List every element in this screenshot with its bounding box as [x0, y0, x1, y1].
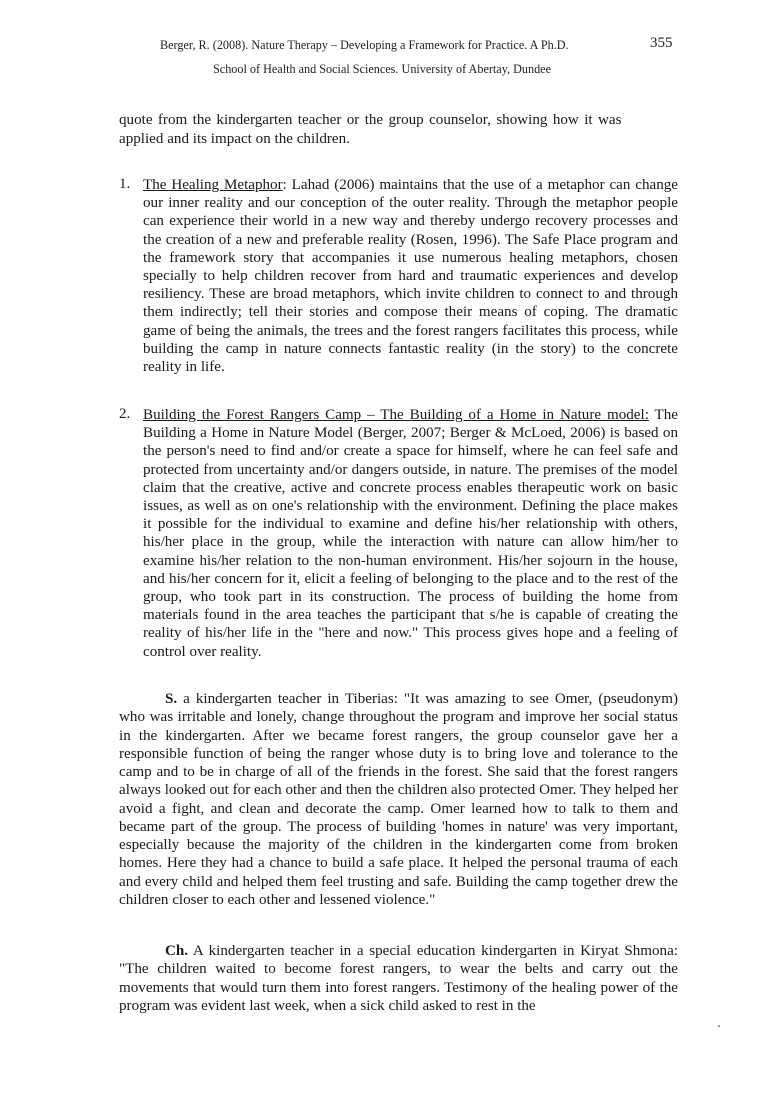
scan-speck: [718, 1025, 720, 1027]
item-number: 1.: [119, 176, 131, 192]
item-text: : Lahad (2006) maintains that the use of a metaphor can change our inner reality and our conception of the outer reality. Through the metaphor people can experience their world in a new way and thereby undergo recovery processes and the creation of a new and preferable reality (Rosen, 1996). The Safe Place program and the framework story that accompanies it use numerous healing metaphors, chosen specially to help children recover from hard and traumatic experiences and develop resiliency. These are broad metaphors, which invite children to connect to and through them indirectly; tell their stories and compose their means of coping. The dramatic game of being the animals, the trees and the forest rangers facilitates this process, while building the camp in nature connects fantastic reality (in the story) to the concrete reality in life.: [143, 177, 678, 376]
intro-line-1: quote from the kindergarten teacher or the group counselor, showing how it was: [119, 112, 622, 128]
quote-paragraph-ch: [119, 942, 678, 1015]
item-title: Building the Forest Rangers Camp – The Building of a Home in Nature model:: [143, 407, 649, 423]
quote-speaker: Ch.: [165, 943, 189, 959]
intro-line-2: applied and its impact on the children.: [119, 131, 350, 147]
item-body: [143, 406, 678, 661]
item-text: The Building a Home in Nature Model (Berger, 2007; Berger & McLoed, 2006) is based on the person's need to find and/or create a space for himself, where he can feel safe and protected from uncertainty and/or dangers outside, in nature. The premises of the model claim that the creative, active and concrete process enables therapeutic work on basic issues, as well as on one's relationship with the environment. Defining the place makes it possible for the individual to examine and define his/her relationship with others, his/her place in the group, while the interaction with nature can allow him/her to examine his/her relation to the non-human environment. His/her sojourn in the house, and his/her concern for it, elicit a feeling of belonging to the place and to the rest of the group, who took part in its construction. The process of building the home from materials found in the area teaches the participant that s/he is capable of creating the reality of his/her life in the "here and now." This process gives hope and a feeling of control over reality.: [143, 407, 678, 660]
item-body: [143, 176, 678, 376]
quote-speaker: S.: [165, 691, 178, 707]
item-title: The Healing Metaphor: [143, 177, 283, 193]
page-number: 355: [650, 35, 673, 51]
running-header-institution: School of Health and Social Sciences. University of Abertay, Dundee: [213, 62, 551, 76]
quote-text: A kindergarten teacher in a special education kindergarten in Kiryat Shmona: "The children waited to become forest rangers, to wear the belts and carry out the movements that would turn them into forest rangers. Testimony of the healing power of the program was evident last week, when a sick child asked to rest in the: [119, 943, 678, 1014]
item-number: 2.: [119, 406, 131, 422]
quote-text: a kindergarten teacher in Tiberias: "It was amazing to see Omer, (pseudonym) who was irritable and lonely, change throughout the program and improve her social status in the kindergarten. After we became forest rangers, the group counselor gave her a responsible function of being the ranger whose duty is to bring love and tolerance to the camp and to be in charge of all of the friends in the forest. She said that the forest rangers always looked out for each other and then the children also protected Omer. They helped her avoid a fight, and clean and decorate the camp. Omer learned how to talk to them and became part of the group. The process of building 'homes in nature' was very important, especially because the majority of the children in the kindergarten come from broken homes. Here they had a chance to build a safe place. It helped the personal trauma of each and every child and helped them feel trusting and safe. Building the camp together drew the children closer to each other and lessened violence.": [119, 691, 678, 908]
quote-paragraph-s: [119, 690, 678, 909]
running-header-citation: Berger, R. (2008). Nature Therapy – Developing a Framework for Practice. A Ph.D.: [160, 38, 569, 52]
